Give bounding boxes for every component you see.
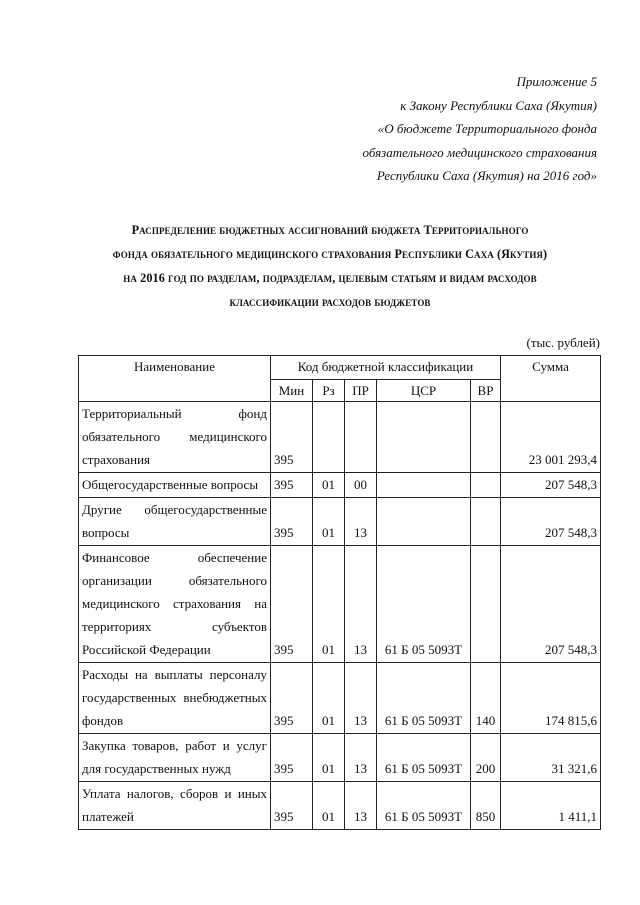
header-row <box>79 356 601 380</box>
appendix-line: Приложение 5 <box>516 74 597 89</box>
row-min: 395 <box>271 663 313 734</box>
row-sum: 174 815,6 <box>501 663 601 734</box>
row-name: Территориальный фонд обязательного медицинского страхования <box>79 402 271 473</box>
row-pr: 00 <box>345 473 377 498</box>
row-name: Расходы на выплаты персоналу государственных внебюджетных фондов <box>79 663 271 734</box>
row-csr: 61 Б 05 5093Т <box>377 546 471 663</box>
header-name: Наименование <box>79 356 271 402</box>
row-min: 395 <box>271 734 313 782</box>
row-name: Другие общегосударственные вопросы <box>79 498 271 546</box>
row-vr <box>471 473 501 498</box>
row-pr: 13 <box>345 498 377 546</box>
row-name: Закупка товаров, работ и услуг для государственных нужд <box>79 734 271 782</box>
header-min: Мин <box>271 380 313 402</box>
title-line: на 2016 год по разделам, подразделам, целевым статьям и видам расходов <box>123 271 537 285</box>
row-min: 395 <box>271 473 313 498</box>
row-min: 395 <box>271 402 313 473</box>
title-line: Распределение бюджетных ассигнований бюджета Территориального <box>131 223 529 237</box>
table-row <box>79 734 601 782</box>
row-rz <box>313 402 345 473</box>
row-sum: 31 321,6 <box>501 734 601 782</box>
row-vr: 140 <box>471 663 501 734</box>
document-title <box>60 218 600 314</box>
row-rz: 01 <box>313 782 345 830</box>
header-csr: ЦСР <box>377 380 471 402</box>
row-csr: 61 Б 05 5093Т <box>377 782 471 830</box>
row-min: 395 <box>271 498 313 546</box>
appendix-line: Республики Саха (Якутия) на 2016 год» <box>376 168 597 183</box>
row-csr: 61 Б 05 5093Т <box>377 734 471 782</box>
row-pr: 13 <box>345 782 377 830</box>
table-row <box>79 782 601 830</box>
header-rz: Рз <box>313 380 345 402</box>
table-row <box>79 663 601 734</box>
header-vr: ВР <box>471 380 501 402</box>
table-row <box>79 473 601 498</box>
row-rz: 01 <box>313 498 345 546</box>
row-sum: 207 548,3 <box>501 473 601 498</box>
table-row <box>79 402 601 473</box>
row-pr: 13 <box>345 546 377 663</box>
row-name: Уплата налогов, сборов и иных платежей <box>79 782 271 830</box>
title-line: классификации расходов бюджетов <box>229 295 431 309</box>
row-rz: 01 <box>313 546 345 663</box>
row-vr: 850 <box>471 782 501 830</box>
row-csr <box>377 498 471 546</box>
appendix-line: обязательного медицинского страхования <box>362 144 597 160</box>
row-rz: 01 <box>313 473 345 498</box>
title-line: фонда обязательного медицинского страхования Республики Саха (Якутия) <box>112 247 548 261</box>
row-vr <box>471 546 501 663</box>
appendix-note <box>363 70 597 188</box>
appendix-line: к Закону Республики Саха (Якутия) <box>400 97 597 113</box>
row-name: Общегосударственные вопросы <box>79 473 271 498</box>
row-sum: 23 001 293,4 <box>501 402 601 473</box>
row-pr: 13 <box>345 734 377 782</box>
row-vr <box>471 498 501 546</box>
row-rz: 01 <box>313 663 345 734</box>
table-row <box>79 546 601 663</box>
row-vr <box>471 402 501 473</box>
row-sum: 207 548,3 <box>501 546 601 663</box>
header-code: Код бюджетной классификации <box>271 356 501 380</box>
row-csr <box>377 473 471 498</box>
row-csr <box>377 402 471 473</box>
table-row <box>79 498 601 546</box>
units-note: (тыс. рублей) <box>526 335 600 350</box>
row-csr: 61 Б 05 5093Т <box>377 663 471 734</box>
header-pr: ПР <box>345 380 377 402</box>
row-sum: 207 548,3 <box>501 498 601 546</box>
row-rz: 01 <box>313 734 345 782</box>
header-sum: Сумма <box>501 356 601 402</box>
row-pr <box>345 402 377 473</box>
budget-table <box>78 355 601 830</box>
row-min: 395 <box>271 546 313 663</box>
appendix-line: «О бюджете Территориального фонда <box>377 121 597 136</box>
row-name: Финансовое обеспечение организации обязательного медицинского страхования на территориях субъектов Российской Федерации <box>79 546 271 663</box>
row-min: 395 <box>271 782 313 830</box>
row-sum: 1 411,1 <box>501 782 601 830</box>
row-pr: 13 <box>345 663 377 734</box>
row-vr: 200 <box>471 734 501 782</box>
